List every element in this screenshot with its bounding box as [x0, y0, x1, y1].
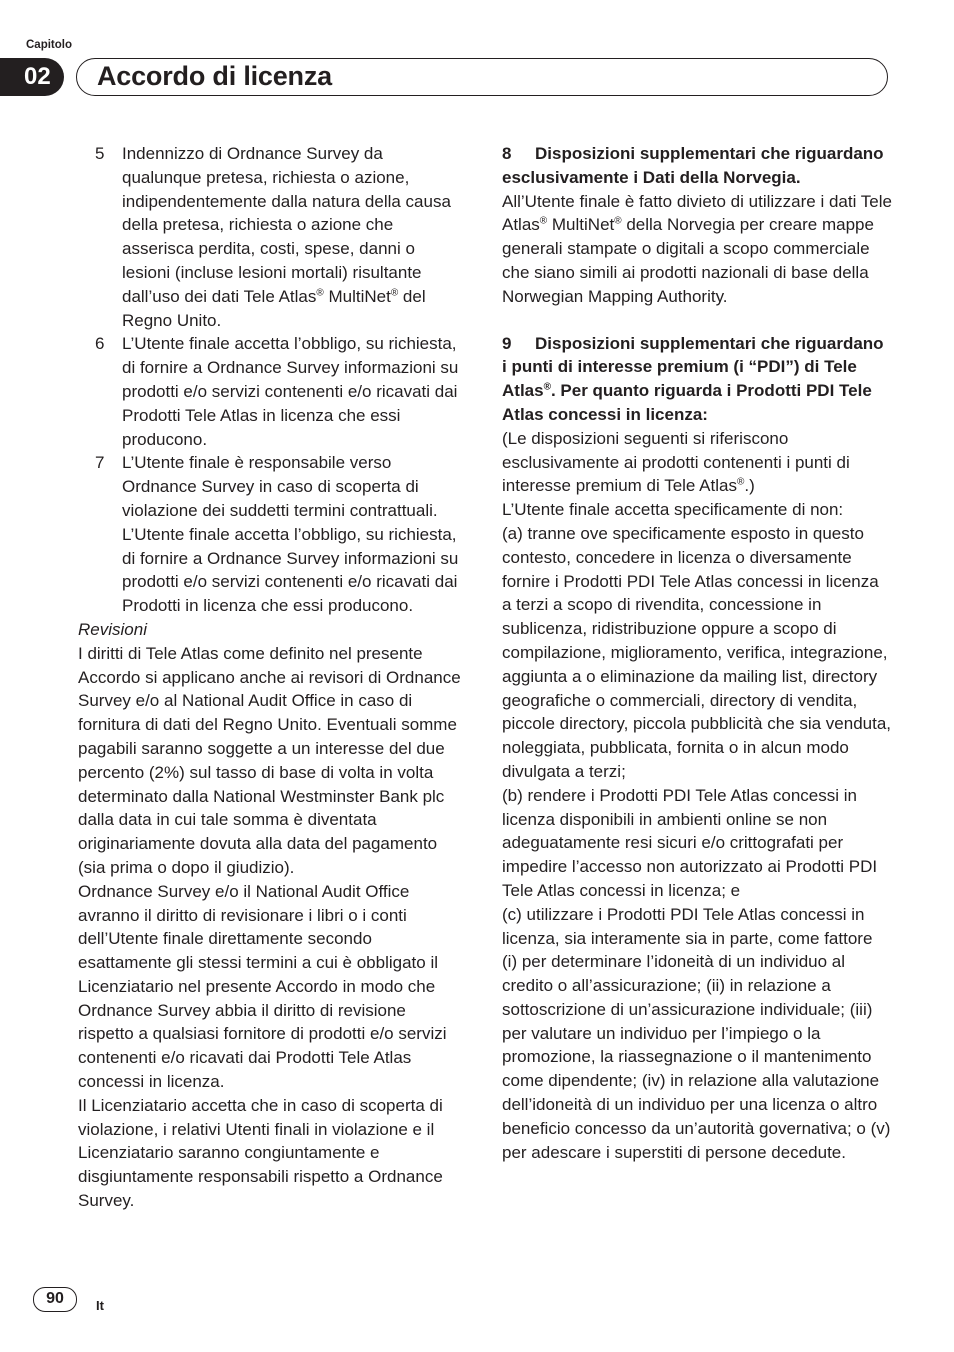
list-item-5 [78, 142, 466, 332]
list-item-text: L’Utente finale è responsabile verso Ordnance Survey in caso di scoperta di violazione dei suddetti termini contrattuali. [122, 453, 438, 520]
list-item-text-part: del Regno Unito. [122, 286, 426, 330]
paragraph: Ordnance Survey e/o il National Audit Office avranno il diritto di revisionare i libri o i conti dell’Utente finale direttamente secondo esattamente gli stessi termini a cui è obbligato il Licenziatario nel presente Accordo in modo che Ordnance Survey abbia il diritto di revisione rispetto a qualsiasi fornitore di prodotti e/o servizi contenenti e/o ricavati dai Prodotti Tele Atlas concessi in licenza. [78, 881, 447, 1092]
text-part: (Le disposizioni seguenti si riferiscono esclusivamente ai prodotti contenenti i punti di interesse premium di Tele Atlas [502, 428, 850, 496]
registered-mark: ® [539, 215, 548, 227]
left-column [78, 142, 466, 1213]
text-part: .) [744, 476, 755, 496]
list-item-number: 6 [95, 334, 105, 354]
section-9-intro: L’Utente finale accetta specificamente di non: [502, 500, 844, 520]
registered-mark: ® [316, 287, 324, 299]
page-number: 90 [33, 1287, 77, 1312]
right-column [502, 142, 892, 1164]
subheading-revisioni: Revisioni [78, 619, 147, 639]
text-part: MultiNet [547, 215, 615, 235]
list-item-number: 5 [95, 144, 105, 163]
chapter-number-badge: 02 [0, 58, 64, 96]
section-8-text [502, 190, 892, 309]
section-9-note [502, 427, 892, 498]
section-9-clause-b: (b) rendere i Prodotti PDI Tele Atlas concessi in licenza disponibili in ambienti online se non adeguatamente resi sicuri e/o crittografati per impedire l’accesso non autorizzato ai Prodotti PDI Tele Atlas concessi in licenza; e [502, 785, 878, 900]
list-item-text-part: MultiNet [323, 286, 391, 306]
chapter-label: Capitolo [26, 39, 72, 51]
paragraph: I diritti di Tele Atlas come definito nel presente Accordo si applicano anche ai revisori di Ordnance Survey e/o al National Audit Office in caso di fornitura di dati del Regno Unito. Eventuali somme pagabili saranno soggette a un interesse del due percento (2%) sul tasso di base di volta in volta determinato dalla National Westminster Bank plc dalla data in cui tale somma è diventata originariamente dovuta alla data del pagamento (sia prima o dopo il giudizio). [78, 643, 461, 877]
section-heading-text: Disposizioni supplementari che riguardano esclusivamente i Dati della Norvegia. [502, 144, 884, 187]
section-heading-text: Disposizioni supplementari che riguardano i punti di interesse premium (i “PDI”) di Tele Atlas [502, 333, 884, 401]
list-item-6 [78, 332, 466, 451]
registered-mark: ® [543, 381, 551, 393]
list-item-number: 7 [95, 453, 105, 473]
paragraph: Il Licenziatario accetta che in caso di scoperta di violazione, i relativi Utenti finali in violazione e il Licenziatario saranno congiuntamente e disgiuntamente responsabili rispetto a Ordnance Survey. [78, 1095, 443, 1211]
text-part: All’Utente finale è fatto divieto di utilizzare i dati Tele Atlas [502, 191, 892, 235]
spacer [502, 309, 892, 332]
registered-mark: ® [614, 215, 622, 227]
text-part: della Norvegia per creare mappe generali stampate o digitali a scopo commerciale che siano simili ai prodotti nazionali di base della Norwegian Mapping Authority. [502, 215, 874, 306]
list-item-text [122, 142, 466, 332]
section-9-clause-c: (c) utilizzare i Prodotti PDI Tele Atlas concessi in licenza, sia interamente sia in parte, come fattore (i) per determinare l’idoneità di un individuo al credito o all’assicurazione; (ii) in relazione a sottoscrizione di un’assicurazione individuale; (iii) per valutare un individuo per l’impiego o la promozione, la riassegnazione o il mantenimento come dipendente; (iv) in relazione alla valutazione dell’idoneità di un individuo per una licenza o altro beneficio concesso da un’autorità governativa; o (v) per adescare i superstiti di persone decedute. [502, 904, 891, 1162]
list-item-7 [78, 451, 466, 522]
language-label: It [96, 1298, 104, 1313]
section-number: 9 [502, 333, 512, 353]
section-9-clause-a: (a) tranne ove specificamente esposto in questo contesto, concedere in licenza o diversamente fornire i Prodotti PDI Tele Atlas concessi in licenza a terzi a scopo di rivendita, concessione in sublicenza, ridistribuzione oppure a scopo di compilazione, miglioramento, verifica, integrazione, aggiunta a o eliminazione da mailing list, directory geografiche o commerciali, directory di vendita, piccole directory, piccola pubblicità che sia venduta, noleggiata, pubblicata, fornita o in alcun modo divulgata a terzi; [502, 523, 892, 781]
list-item-text: L’Utente finale accetta l’obbligo, su richiesta, di fornire a Ordnance Survey informazioni su prodotti e/o servizi contenenti e/o ricavati dai Prodotti Tele Atlas in licenza che essi producono. [122, 334, 459, 449]
section-9-heading [502, 332, 892, 427]
list-item-text-part: Indennizzo di Ordnance Survey da qualunque pretesa, richiesta o azione, indipendentemente dalla natura della causa della pretesa, richiesta o azione che asserisca perdita, costi, spese, danni o lesioni (incluse lesioni mortali) risultante dall’uso dei dati Tele Atlas [122, 144, 451, 306]
registered-mark: ® [390, 287, 399, 299]
section-heading-text: . Per quanto riguarda i Prodotti PDI Tele Atlas concessi in licenza: [502, 381, 872, 424]
section-number: 8 [502, 144, 512, 163]
page-title: Accordo di licenza [76, 58, 888, 96]
section-8-heading [502, 142, 892, 190]
list-item-7-continuation: L’Utente finale accetta l’obbligo, su richiesta, di fornire a Ordnance Survey informazioni su prodotti e/o servizi contenenti e/o ricavati dai Prodotti in licenza che essi producono. [122, 524, 459, 616]
registered-mark: ® [736, 476, 745, 488]
